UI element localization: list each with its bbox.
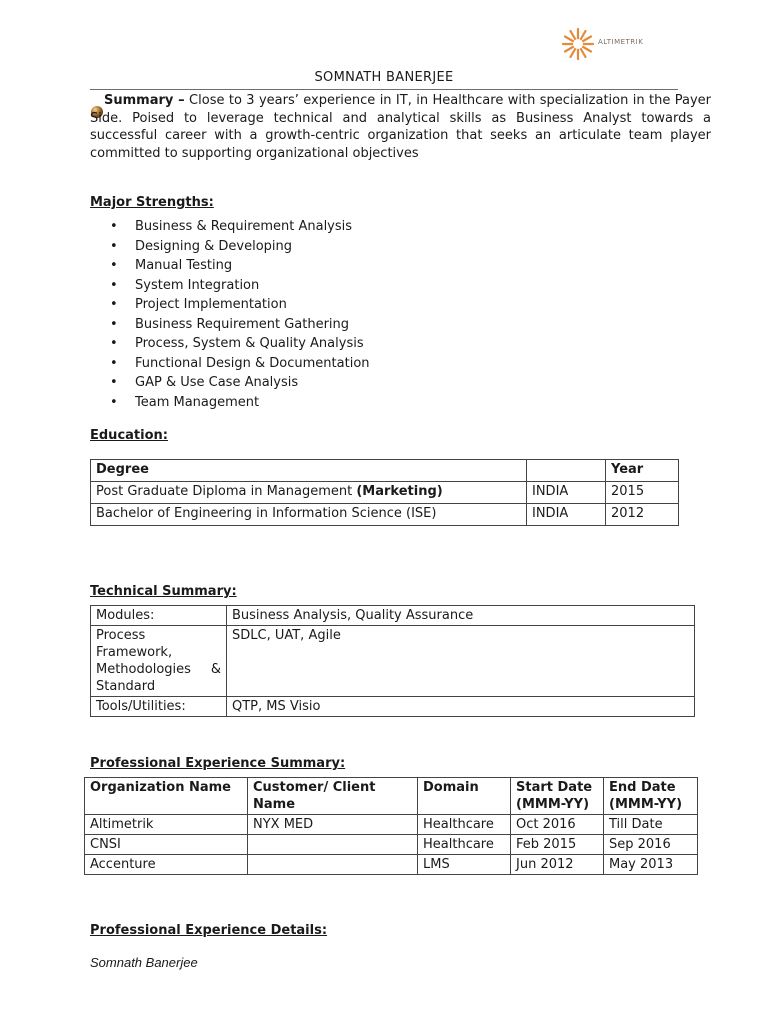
domain-cell: Healthcare [418,835,511,855]
header-divider [90,89,678,90]
tech-label: Modules: [91,606,227,626]
country-cell: INDIA [527,482,606,504]
tech-label-line: Standard [96,679,156,694]
table-row [91,606,695,626]
degree-cell [91,482,527,504]
tech-label-line: Process [96,628,146,643]
org-cell: Altimetrik [85,815,248,835]
list-item: • Project Implementation [110,296,370,316]
header-country [527,460,606,482]
degree-text: Bachelor of Engineering in Information Science (ISE) [96,506,437,521]
degree-text: Post Graduate Diploma in Management [96,484,357,499]
list-item: • Designing & Developing [110,238,370,258]
tech-value: SDLC, UAT, Agile [227,626,695,697]
degree-bold-text: (Marketing) [356,484,443,499]
education-heading: Education: [90,428,168,443]
table-header-row [91,460,679,482]
summary-text: Close to 3 years’ experience in IT, in Healthcare with specialization in the Payer Side. Poised to leverage technical and analytical skills as Business Analyst towards a successful career with a growth-centric organization that seeks an articulate team player committed to supporting organizational objectives [90,93,711,161]
year-cell: 2012 [606,504,679,526]
header-domain: Domain [418,778,511,815]
list-item: • Manual Testing [110,257,370,277]
table-row [85,835,698,855]
technical-heading: Technical Summary: [90,584,237,599]
tech-value: QTP, MS Visio [227,697,695,717]
end-cell: Sep 2016 [604,835,698,855]
table-row [85,815,698,835]
table-row [85,855,698,875]
org-cell: CNSI [85,835,248,855]
tech-label [91,626,227,697]
logo-text: ALTIMETRIK [598,38,644,46]
strengths-heading: Major Strengths: [90,195,214,210]
header-end: End Date (MMM-YY) [604,778,698,815]
header-year: Year [606,460,679,482]
education-table [90,459,679,526]
tech-label: Tools/Utilities: [91,697,227,717]
list-item: • Process, System & Quality Analysis [110,335,370,355]
table-row [91,697,695,717]
header-org: Organization Name [85,778,248,815]
summary-paragraph [90,92,711,162]
org-cell: Accenture [85,855,248,875]
candidate-name: SOMNATH BANERJEE [314,70,454,85]
degree-cell [91,504,527,526]
domain-cell: Healthcare [418,815,511,835]
tech-label-line: Framework, [96,645,173,660]
tech-value: Business Analysis, Quality Assurance [227,606,695,626]
header-degree: Degree [91,460,527,482]
year-cell: 2015 [606,482,679,504]
start-cell: Oct 2016 [511,815,604,835]
table-row [91,482,679,504]
table-header-row [85,778,698,815]
domain-cell: LMS [418,855,511,875]
table-row [91,504,679,526]
start-cell: Jun 2012 [511,855,604,875]
sunburst-logo-icon [560,26,596,62]
experience-table [84,777,698,875]
summary-label: Summary – [104,93,185,108]
list-item: • System Integration [110,277,370,297]
list-item: • GAP & Use Case Analysis [110,374,370,394]
country-cell: INDIA [527,504,606,526]
signature-name: Somnath Banerjee [90,955,198,970]
header-client: Customer/ Client Name [248,778,418,815]
strengths-list [110,218,370,413]
tech-label-line [96,661,221,678]
list-item: • Business & Requirement Analysis [110,218,370,238]
company-logo [560,24,660,64]
tech-label-word: & [210,662,221,677]
table-row [91,626,695,697]
tech-label-word: Methodologies [96,662,191,677]
header-start: Start Date (MMM-YY) [511,778,604,815]
end-cell: May 2013 [604,855,698,875]
list-item: • Business Requirement Gathering [110,316,370,336]
start-cell: Feb 2015 [511,835,604,855]
technical-table [90,605,695,717]
client-cell [248,835,418,855]
experience-summary-heading: Professional Experience Summary: [90,756,346,771]
end-cell: Till Date [604,815,698,835]
list-item: • Functional Design & Documentation [110,355,370,375]
list-item: • Team Management [110,394,370,414]
experience-details-heading: Professional Experience Details: [90,923,328,938]
client-cell: NYX MED [248,815,418,835]
client-cell [248,855,418,875]
